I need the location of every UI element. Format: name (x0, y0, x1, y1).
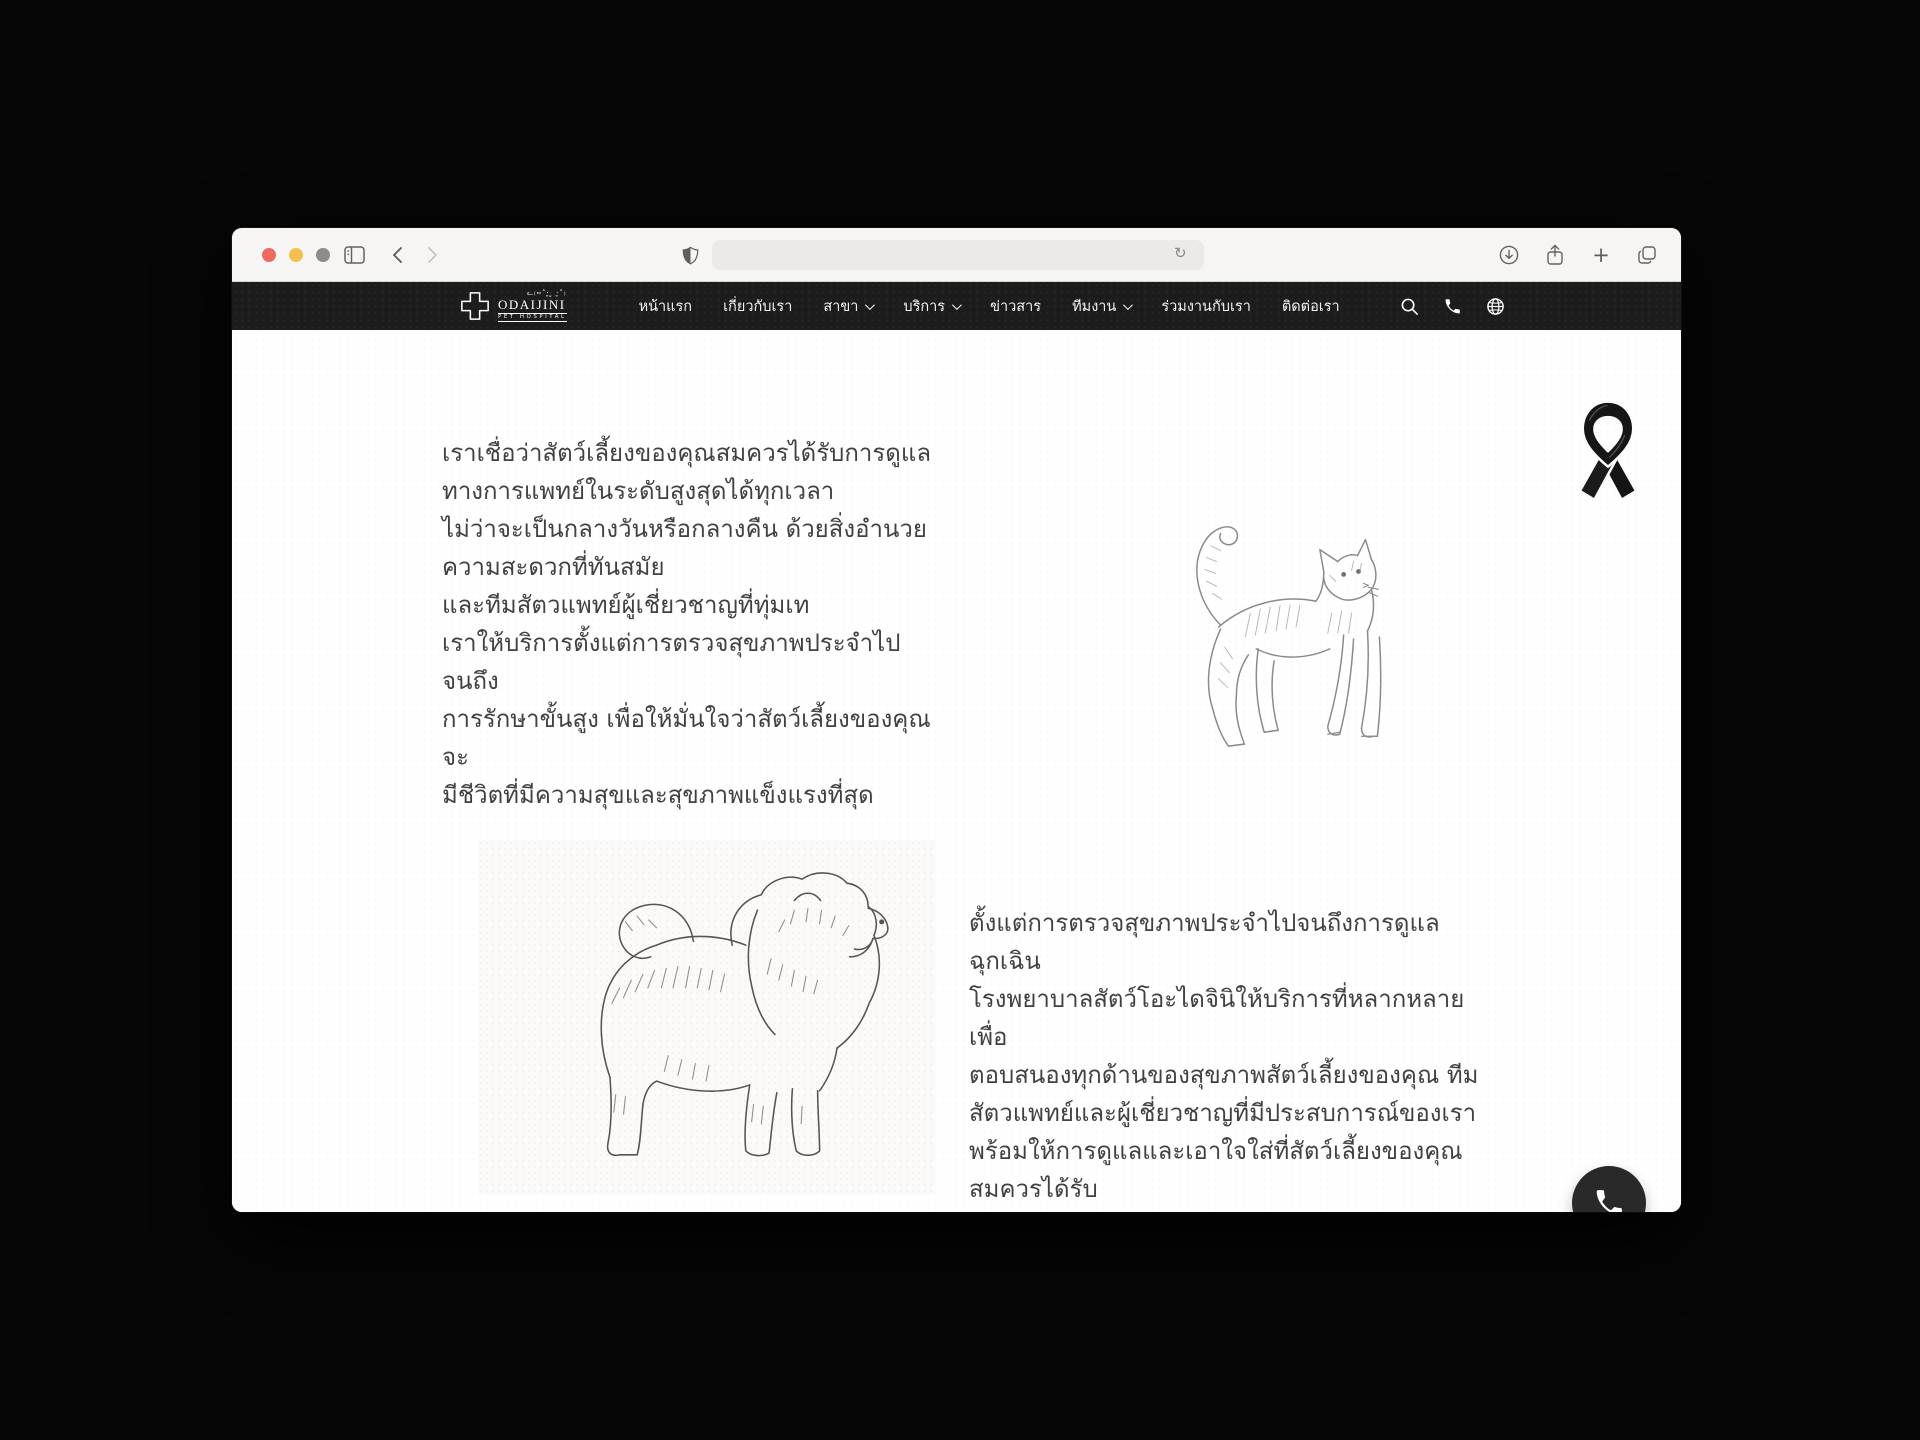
browser-toolbar (232, 228, 1681, 282)
intro-line: ทางการแพทย์ในระดับสูงสุดได้ทุกเวลา (442, 477, 835, 505)
share-icon[interactable] (1543, 243, 1567, 267)
nav-item-branches[interactable]: สาขา (823, 295, 872, 318)
intro-line: มีชีวิตที่มีความสุขและสุขภาพแข็งแรงที่สุด (442, 781, 874, 809)
nav-item-home[interactable]: หน้าแรก (638, 298, 693, 315)
nav-item-contact[interactable]: ติดต่อเรา (1281, 298, 1340, 315)
nav-icon-group (1400, 296, 1506, 316)
new-tab-icon[interactable]: + (1592, 242, 1610, 267)
logo-text (498, 290, 567, 323)
downloads-icon[interactable] (1497, 243, 1521, 267)
logo-subtitle: PET HOSPITAL (498, 313, 567, 323)
tab-overview-icon[interactable] (1635, 243, 1659, 267)
logo-name: ODAIJINI (498, 296, 566, 312)
site-navbar (232, 282, 1681, 330)
intro-line: เราให้บริการตั้งแต่การตรวจสุขภาพประจำไปจนถึง (442, 629, 901, 695)
services-line: โรงพยาบาลสัตว์โอะไดจินิให้บริการที่หลากหลายเพื่อ (969, 985, 1465, 1051)
chevron-down-icon (952, 300, 962, 310)
sidebar-toggle-icon[interactable] (342, 243, 366, 267)
nav-item-news[interactable]: ข่าวสาร (990, 298, 1042, 315)
black-mourning-ribbon-icon (1574, 398, 1642, 516)
phone-icon[interactable] (1443, 296, 1463, 316)
forward-icon[interactable] (420, 243, 444, 267)
services-line: สมควรได้รับ (969, 1175, 1098, 1203)
shield-icon[interactable] (678, 243, 702, 267)
intro-line: เราเชื่อว่าสัตว์เลี้ยงของคุณสมควรได้รับการดูแล (442, 439, 932, 467)
services-line: พร้อมให้การดูแลและเอาใจใส่ที่สัตว์เลี้ยงของคุณ (969, 1137, 1463, 1165)
intro-line: การรักษาขั้นสูง เพื่อให้มั่นใจว่าสัตว์เลี้ยงของคุณจะ (442, 705, 931, 771)
intro-line: ไม่ว่าจะเป็นกลางวันหรือกลางคืน ด้วยสิ่งอำนวย (442, 515, 927, 543)
close-window-button[interactable] (262, 248, 276, 262)
call-button[interactable] (1572, 1166, 1646, 1212)
address-bar[interactable] (712, 240, 1204, 270)
toolbar-right-buttons (1497, 243, 1659, 267)
nav-item-careers[interactable]: ร่วมงานกับเรา (1161, 298, 1251, 315)
logo-pets-icon: ᓚ₍⑅˄·͈ ̫ ·͈˄₎ (527, 288, 567, 297)
site-logo[interactable] (458, 288, 567, 324)
traffic-lights (262, 248, 330, 262)
services-line: ตั้งแต่การตรวจสุขภาพประจำไปจนถึงการดูแลฉุกเฉิน (969, 909, 1440, 975)
intro-line: ความสะดวกที่ทันสมัย (442, 553, 665, 581)
globe-icon[interactable] (1486, 296, 1506, 316)
back-icon[interactable] (385, 243, 409, 267)
nav-item-services[interactable]: บริการ (903, 295, 959, 318)
cat-sketch (1132, 498, 1462, 766)
page-content (232, 330, 1681, 1212)
dog-sketch (497, 852, 917, 1182)
chevron-down-icon (865, 300, 875, 310)
chevron-down-icon (1123, 300, 1133, 310)
services-line: สัตวแพทย์และผู้เชี่ยวชาญที่มีประสบการณ์ของเรา (969, 1099, 1477, 1127)
nav-item-team[interactable]: ทีมงาน (1072, 295, 1130, 318)
nav-item-about[interactable]: เกี่ยวกับเรา (723, 298, 793, 315)
search-icon[interactable] (1400, 296, 1420, 316)
phone-icon (1594, 1188, 1624, 1212)
dog-illustration-block (478, 840, 936, 1194)
browser-window (232, 228, 1681, 1212)
intro-line: และทีมสัตวแพทย์ผู้เชี่ยวชาญที่ทุ่มเท (442, 591, 810, 619)
medical-cross-icon (458, 288, 492, 324)
minimize-window-button[interactable] (289, 248, 303, 262)
zoom-window-button[interactable] (316, 248, 330, 262)
reload-icon[interactable]: ↻ (1174, 244, 1187, 262)
services-paragraph (969, 904, 1499, 1208)
services-line: ตอบสนองทุกด้านของสุขภาพสัตว์เลี้ยงของคุณ ทีม (969, 1061, 1479, 1089)
nav-menu (639, 295, 1340, 318)
intro-paragraph (442, 434, 942, 814)
